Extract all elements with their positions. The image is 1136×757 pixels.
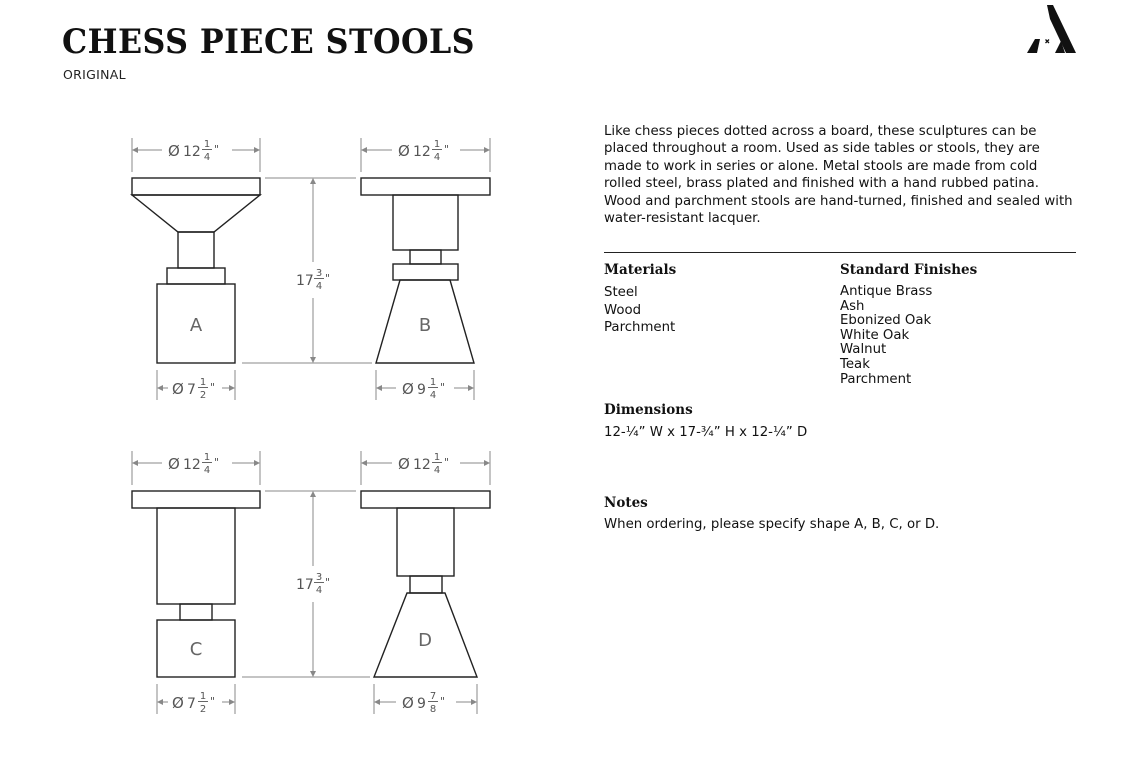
svg-text:": " (214, 143, 220, 156)
svg-text:Ø: Ø (398, 455, 410, 473)
svg-text:4: 4 (315, 281, 323, 292)
svg-text:": " (210, 695, 216, 708)
svg-text:9: 9 (417, 696, 426, 712)
svg-text:": " (444, 456, 450, 469)
stool-d-letter: D (418, 630, 432, 651)
materials-heading: Materials (604, 262, 677, 278)
dimensions-value: 12-¼” W x 17-¾” H x 12-¼” D (604, 425, 808, 440)
stool-c-base-diameter-label (172, 691, 215, 715)
brand-logo-icon (1025, 3, 1077, 55)
svg-text:1: 1 (429, 377, 437, 388)
svg-text:Ø: Ø (402, 694, 414, 712)
list-item: Wood (604, 302, 642, 318)
svg-text:12: 12 (183, 144, 201, 160)
stool-b-base-diameter-label (402, 377, 445, 401)
svg-text:7: 7 (187, 382, 196, 398)
svg-text:4: 4 (315, 585, 323, 596)
svg-text:1: 1 (203, 139, 211, 150)
dimension-lines (132, 138, 490, 714)
stool-a-letter: A (189, 315, 203, 336)
svg-text:Ø: Ø (168, 142, 180, 160)
stool-c-letter: C (189, 639, 203, 660)
stool-d-top-diameter-label (398, 452, 449, 476)
stool-c-top-diameter-label (168, 452, 219, 476)
page-title: CHESS PIECE STOOLS (62, 22, 475, 62)
list-item: Ebonized Oak (840, 313, 932, 329)
stool-b-top-diameter-label (398, 139, 449, 163)
page-subtitle: ORIGINAL (63, 67, 126, 82)
svg-text:3: 3 (315, 572, 323, 583)
materials-list (604, 284, 675, 337)
list-item: Walnut (840, 342, 887, 358)
svg-text:4: 4 (203, 465, 211, 476)
stool-a-base-diameter-label (172, 377, 215, 401)
svg-text:12: 12 (413, 457, 431, 473)
product-description: Like chess pieces dotted across a board, these sculptures can be placed throughout a room. Used as side tables or stools, they are made to work in series or alone. Metal stools are made from cold rolled steel, brass plated and finished with a hand rubbed patina. Wood and parchment stools are hand-turned, finished and sealed with water-resistant lacquer. (604, 124, 1073, 227)
svg-text:2: 2 (199, 704, 207, 715)
stool-d-base-diameter-label (402, 691, 445, 715)
svg-text:Ø: Ø (398, 142, 410, 160)
svg-text:7: 7 (187, 696, 196, 712)
svg-text:1: 1 (199, 377, 207, 388)
svg-text:1: 1 (203, 452, 211, 463)
finishes-heading: Standard Finishes (840, 262, 978, 278)
list-item: Antique Brass (840, 284, 933, 299)
list-item: White Oak (840, 327, 910, 343)
height-label-row-1 (296, 268, 330, 292)
svg-text:": " (325, 272, 331, 285)
svg-text:1: 1 (199, 691, 207, 702)
svg-text:Ø: Ø (168, 455, 180, 473)
notes-heading: Notes (604, 495, 648, 511)
svg-text:1: 1 (433, 452, 441, 463)
svg-text:4: 4 (433, 465, 441, 476)
svg-text:12: 12 (413, 144, 431, 160)
dimensions-heading: Dimensions (604, 402, 693, 418)
svg-text:Ø: Ø (172, 694, 184, 712)
dimension-arrows (132, 147, 490, 705)
list-item: Teak (840, 356, 870, 372)
finishes-list (840, 285, 932, 387)
svg-text:3: 3 (315, 268, 323, 279)
svg-text:Ø: Ø (172, 380, 184, 398)
svg-text:17: 17 (296, 577, 314, 593)
svg-text:Ø: Ø (402, 380, 414, 398)
svg-text:": " (210, 381, 216, 394)
list-item: Parchment (840, 371, 912, 387)
svg-text:1: 1 (433, 139, 441, 150)
svg-text:17: 17 (296, 273, 314, 289)
list-item: Steel (604, 285, 638, 300)
svg-text:9: 9 (417, 382, 426, 398)
list-item: Ash (840, 298, 865, 314)
svg-text:": " (214, 456, 220, 469)
svg-text:": " (440, 695, 446, 708)
stool-a-top-diameter-label (168, 139, 219, 163)
svg-text:4: 4 (429, 390, 437, 401)
height-label-row-2 (296, 572, 330, 596)
svg-text:": " (440, 381, 446, 394)
svg-text:7: 7 (429, 691, 437, 702)
svg-text:2: 2 (199, 390, 207, 401)
section-divider (604, 252, 1076, 253)
svg-text:8: 8 (429, 704, 437, 715)
svg-text:": " (444, 143, 450, 156)
svg-text:4: 4 (433, 152, 441, 163)
notes-value: When ordering, please specify shape A, B, C, or D. (604, 517, 940, 532)
svg-text:4: 4 (203, 152, 211, 163)
svg-text:12: 12 (183, 457, 201, 473)
svg-text:": " (325, 576, 331, 589)
stool-b-letter: B (418, 315, 432, 336)
list-item: Parchment (604, 320, 676, 335)
